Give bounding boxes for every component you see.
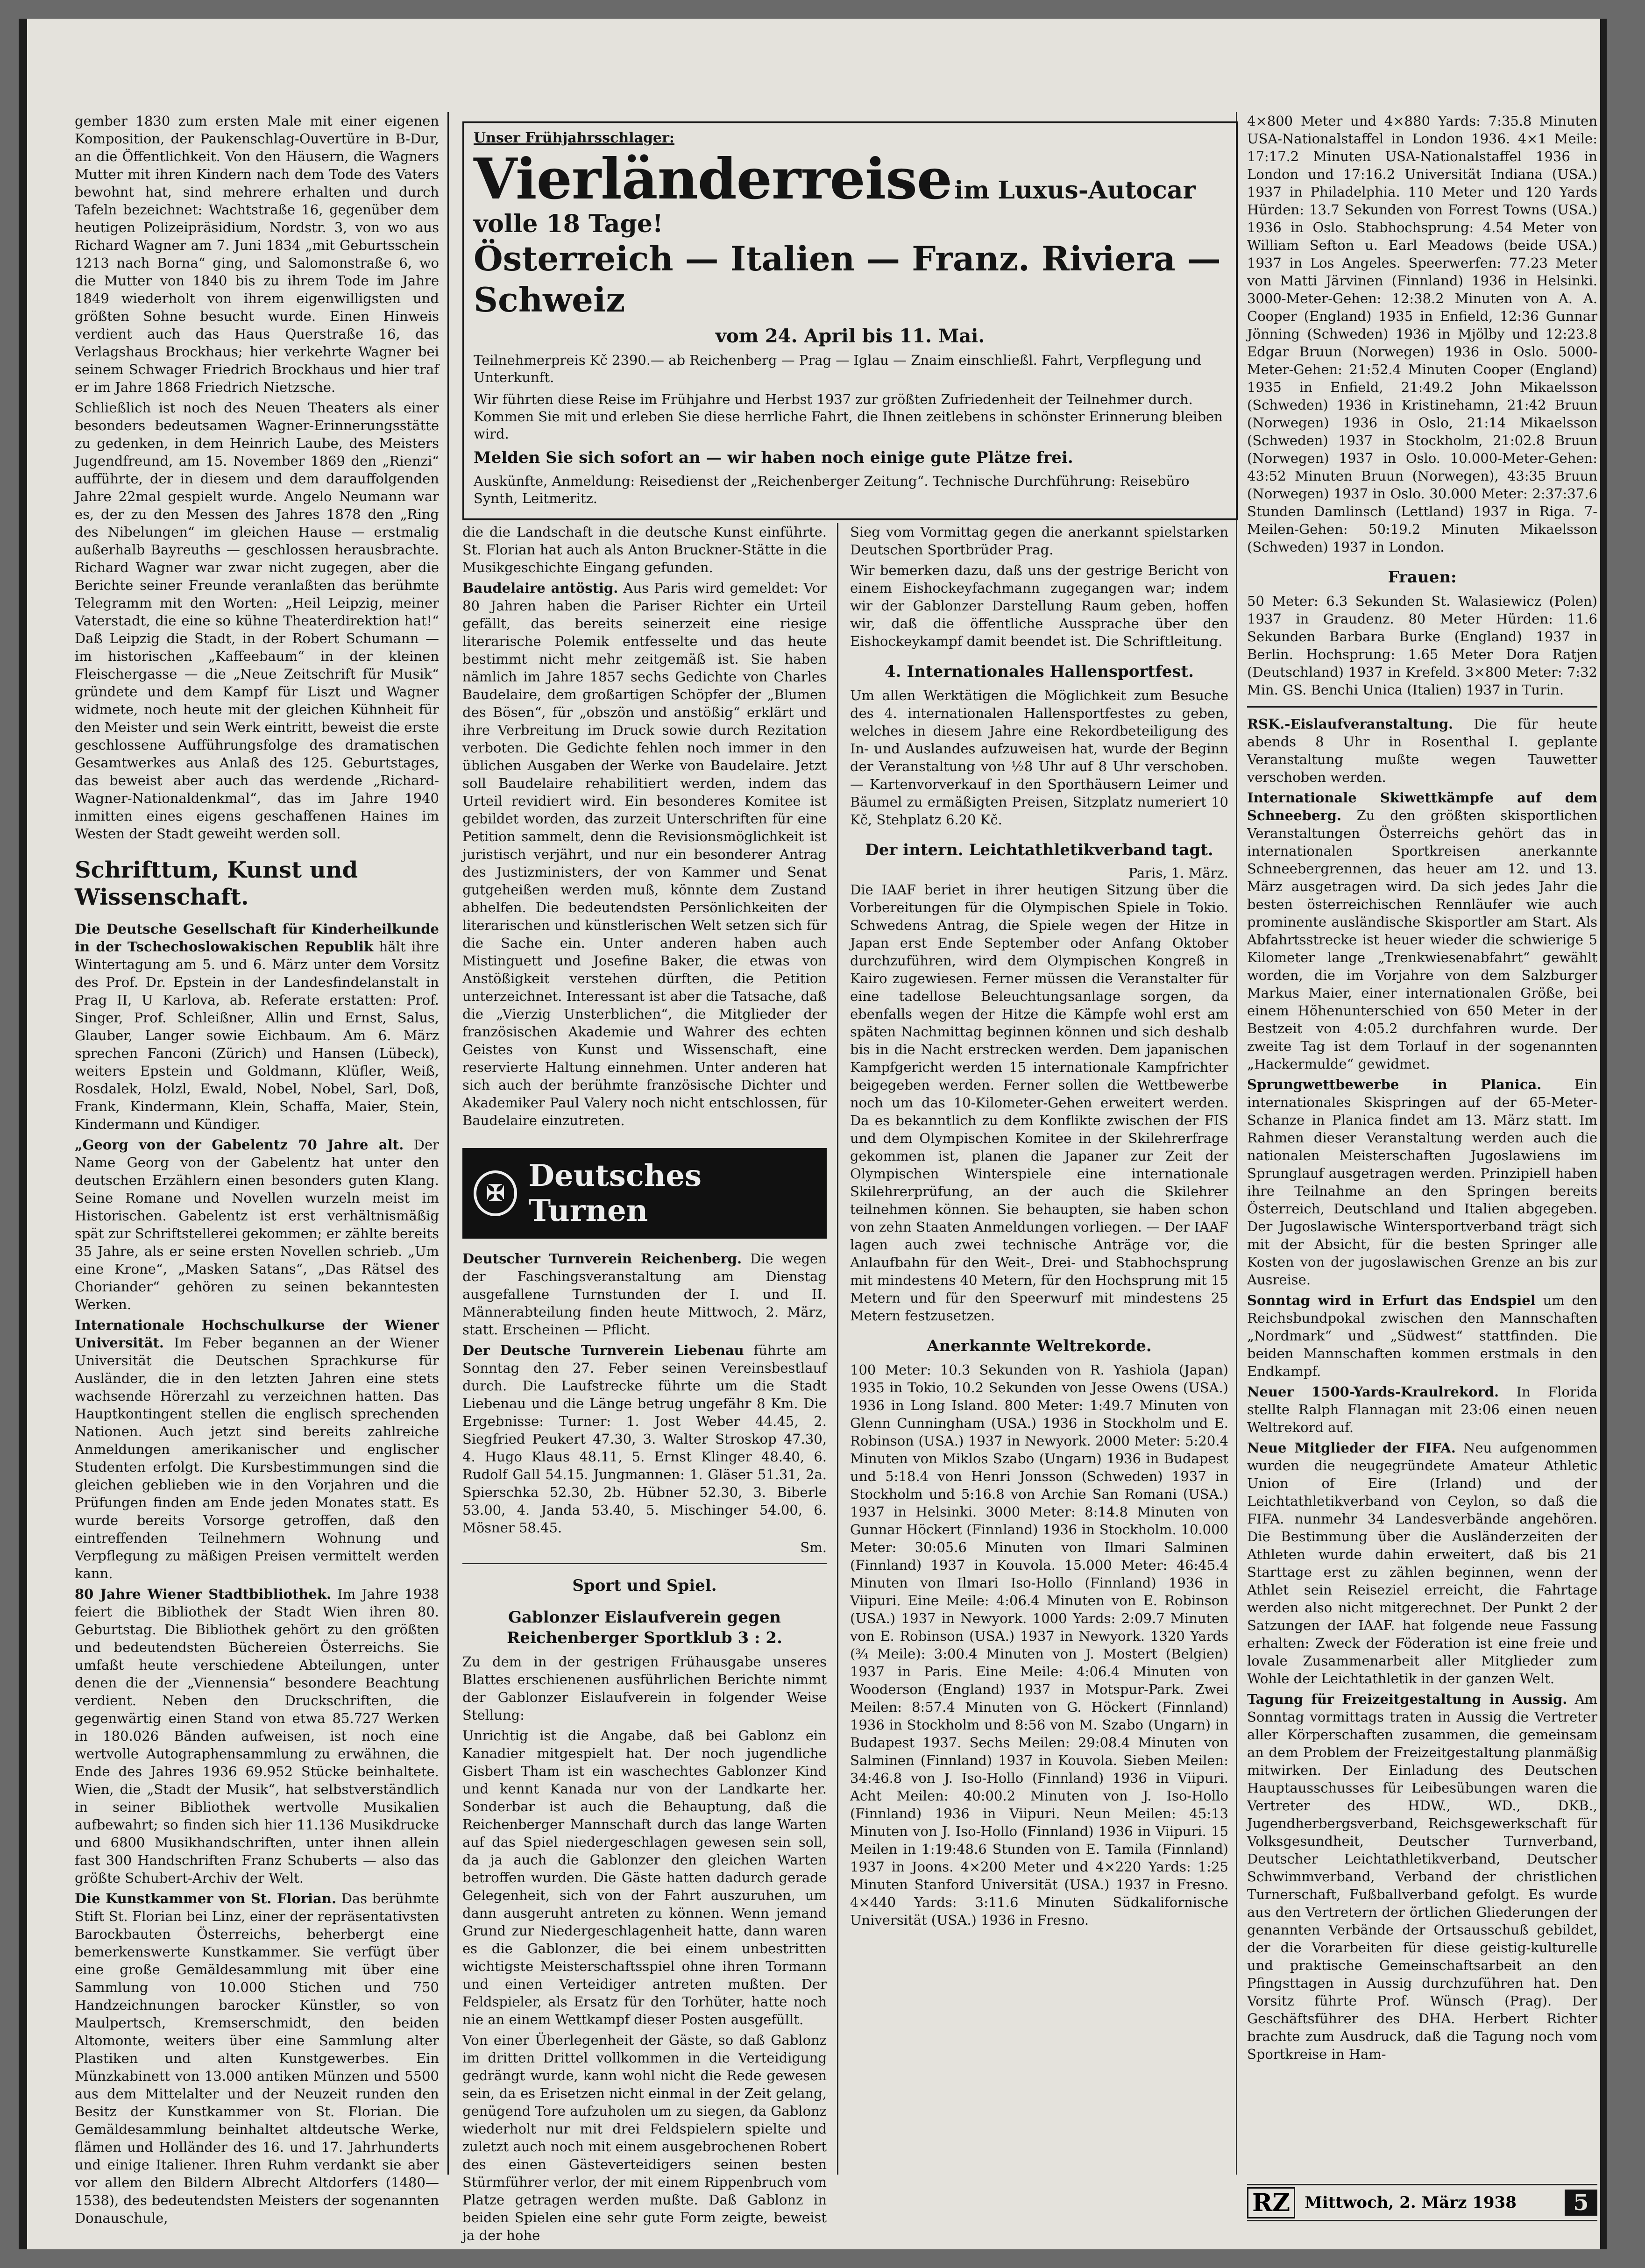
news-item: Internationale Skiwettkämpfe auf dem Schneeberg. Zu den größten skisportlichen Veranstaltungen Österreichs gehört das in internationalen Sportkreisen anerkannte Schneebergrennen, das heuer am 12. und 13. März ausgetragen wird. Da sich jedes Jahr die besten österreichischen Rennläufer wie auch prominente ausländische Skisportler am Start. Als Abfahrtsstrecke ist heuer wieder die schwierige 5 Kilometer lange „Trenkwiesenabfahrt“ gewählt worden, die im Vorjahre von dem Salzburger Markus Maier, einer internationalen Größe, bei einem Höhenunterschied von 650 Meter in der Bestzeit von 4:05.2 durchfahren wurde. Der zweite Tag ist dem Torlauf in der sogenannten „Hackermulde“ gewidmet. [1247,790,1597,1072]
article-text: Zu dem in der gestrigen Frühausgabe unseres Blattes erschienenen ausführlichen Berichte nimmt der Gablonzer Eislaufverein in folgender Weise Stellung: [462,1654,827,1723]
ad-headline: Vierländerreise im Luxus-Autocar volle 18 Tage! [474,146,1196,238]
news-item: 80 Jahre Wiener Stadtbibliothek. Im Jahre 1938 feiert die Bibliothek der Stadt Wien ihren 80. Geburtstag. Die Bibliothek gehört zu den größten und bedeutendsten Büchereien Österreichs. Sie umfaßt heute verschiedene Abteilungen, unter denen die der „Viennensia“ besondere Beachtung verdient. Neben den Druckschriften, die gegenwärtig einen Stand von etwa 85.727 Werken in 180.026 Bänden aufweisen, ist noch eine wertvolle Autographensammlung zu erwähnen, die Ende des Jahres 1936 69.952 Stücke beinhaltete. Wien, die „Stadt der Musik“, hat selbstverständlich in seiner Bibliothek wertvolle Musikalien aufbewahrt; so finden sich hier 11.136 Musikdrucke und 6800 Musikhandschriften, unter ihnen allein fast 300 Handschriften Franz Schuberts — also das größte Schubert-Archiv der Welt. [75,1586,440,1886]
ad-kicker: Unser Frühjahrsschlager: [474,130,674,146]
records-list: 100 Meter: 10.3 Sekunden von R. Yashiola (Japan) 1935 in Tokio, 10.2 Sekunden von Jesse Owens (USA.) 1936 in Long Island. 800 Meter: 1:49.7 Minuten von Glenn Cunningham (USA.) 1936 in Stockholm und E. Robinson (USA.) 1937 in Newyork. 2000 Meter: 5:20.4 Minuten von Miklos Szabo (Ungarn) 1936 in Budapest und 5:18.4 von Henri Jonsson (Schweden) 1937 in Stockholm und 5:16.8 von Archie San Romani (USA.) 1937 in Helsinki. 3000 Meter: 8:14.8 Minuten von Gunnar Höckert (Finnland) 1936 in Stockholm. 10.000 Meter: 30:05.6 Minuten von Ilmari Salminen (Finnland) 1937 in Kouvola. 15.000 Meter: 46:45.4 Minuten von Ilmari Iso-Hollo (Finnland) 1936 in Viipuri. Eine Meile: 4:06.4 Minuten von E. Robinson (USA.) 1937 in Newyork. 1000 Yards: 2:09.7 Minuten von E. Robinson (USA.) 1937 in Newyork. 1320 Yards (¾ Meile): 3:00.4 Minuten von J. Mostert (Belgien) 1937 in Paris. Eine Meile: 4:06.4 Minuten von Wooderson (England) 1937 in Motspur-Park. Zwei Meilen: 8:57.4 Minuten von G. Höckert (Finnland) 1936 in Stockholm und 8:56 von M. Szabo (Ungarn) in Budapest 1937. Sechs Meilen: 29:08.4 Minuten von Salminen (Finnland) 1937 in Kouvola. Sieben Meilen: 34:46.8 von J. Iso-Hollo (Finnland) 1936 in Viipuri. Acht Meilen: 40:00.2 Minuten von J. Iso-Hollo (Finnland) 1936 in Viipuri. Neun Meilen: 45:13 Minuten von J. Iso-Hollo (Finnland) 1936 in Viipuri. 15 Meilen in 1:19:48.6 Stunden von E. Tamila (Finnland) 1937 in Joons. 4×200 Meter und 4×220 Yards: 1:25 Minuten Stanford Universität (USA.) 1937 in Fresno. 4×440 Yards: 3:11.6 Minuten Südkalifornische Universität (USA.) 1936 in Fresno. [850,1362,1228,1928]
page-footer [1247,2184,1597,2221]
dateline: Paris, 1. März. [1128,865,1228,881]
subheading: Frauen: [1388,568,1457,587]
turnen-banner: ✠ Deutsches Turnen [462,1148,827,1239]
newspaper-logo: RZ [1247,2187,1295,2218]
news-item: Baudelaire antöstig. Aus Paris wird gemeldet: Vor 80 Jahren haben die Pariser Richter ein Urteil gefällt, das bereits seinerzeit eine riesige literarische Polemik entfesselte und das heute bestimmt nicht mehr zeitgemäß ist. Sie haben nämlich im Jahre 1857 sechs Gedichte von Charles Baudelaire, dem großartigen Schöpfer der „Blumen des Bösen“, für „obszön und anstößig“ erklärt und ihre Verbreitung im Druck sowie durch Rezitation verboten. Die Gedichte fehlen noch immer in den üblichen Ausgaben der Werke von Baudelaire. Jetzt soll Baudelaire rehabilitiert werden, indem das Urteil revidiert wird. Ein besonderes Komitee ist gebildet worden, das zurzeit Unterschriften für eine Petition sammelt, denn die Revisionsmöglichkeit ist juristisch verjährt, und nur ein besonderer Antrag des Justizministers, der von Kammer und Senat gutgeheißen werden muß, könnte dem Zustand abhelfen. Die bedeutendsten Persönlichkeiten der literarischen und künstlerischen Welt setzen sich für die Sache ein. Unter anderen haben auch Mistinguett und Josefine Baker, die etwas von Anstößigkeit verstehen dürften, die Petition unterzeichnet. Interessant ist aber die Tatsache, daß die „Vierzig Unsterblichen“, die Mitglieder der französischen Akademie und Wahrer des echten Geistes von Kunst und Wissenschaft, eine reservierte Haltung einnehmen. Unter anderen hat sich auch der berühmte französische Dichter und Akademiker Paul Valery noch nicht entschlossen, für Baudelaire einzutreten. [462,580,827,1128]
ad-dates: vom 24. April bis 11. Mai. [715,325,985,347]
scan-edge-left [19,19,27,2249]
ad-call-to-action: Melden Sie sich sofort an — wir haben noch einige gute Plätze frei. [474,448,1073,467]
column-2 [462,523,827,2243]
article-headline: Anerkannte Weltrekorde. [927,1337,1152,1355]
article-text: die die Landschaft in die deutsche Kunst einführte. St. Florian hat auch als Anton Bruckner-Stätte in die Musikgeschichte Eingang gefunden. [462,524,827,575]
column-3 [850,523,1228,2184]
article-text: Sieg vom Vormittag gegen die anerkannt spielstarken Deutschen Sportbrüder Prag. [850,524,1228,558]
column-rule [837,523,838,2175]
turner-cross-icon: ✠ [474,1170,517,1216]
article-text: gember 1830 zum ersten Male mit einer eigenen Komposition, der Paukenschlag-Ouvertüre in B-Dur, an die Öffentlichkeit. Von den Häusern, die Wagners Mutter mit ihren Kindern nach dem Tode des Vaters bewohnt hat, sind mehrere erhalten und durch Tafeln bezeichnet: Wachtstraße 16, gegenüber dem heutigen Polizeipräsidium, Nordstr. 3, von wo aus Richard Wagner am 7. Juni 1834 „mit Geburtsschein 1213 nach Borna“ ging, und Salomonstraße 6, wo die Mutter von 1840 bis zu ihrem Tode im Jahre 1849 wiederholt von ihrem eigenwilligsten und größten Sohne besucht wurde. Einen Hinweis verdient auch das Haus Querstraße 16, das Verlagshaus Brockhaus; hier verkehrte Wagner bei seinem Schwager Friedrich Brockhaus und hier traf er im Jahre 1868 Friedrich Nietzsche. [75,113,439,395]
news-item: Sonntag wird in Erfurt das Endspiel um den Reichsbundpokal zwischen den Mannschaften „Nordmark“ und „Südwest“ stattfinden. Die beiden Mannschaften kommen erstmals in den Endkampf. [1247,1292,1597,1379]
news-item: Deutscher Turnverein Reichenberg. Die wegen der Faschingsveranstaltung am Dienstag ausgefallene Turnstunden der I. und II. Männerabteilung finden heute Mittwoch, 2. März, statt. Erscheinen — Pflicht. [462,1251,827,1338]
divider [462,1563,827,1564]
column-rule [447,112,449,2175]
article-headline: 4. Internationales Hallensportfest. [884,662,1194,681]
news-item: Neuer 1500-Yards-Kraulrekord. In Florida stellte Ralph Flannagan mit 23:06 einen neuen Weltrekord auf. [1247,1384,1597,1435]
article-text: Von einer Überlegenheit der Gäste, so daß Gablonz im dritten Drittel vollkommen in die Verteidigung gedrängt wurde, kann wohl nicht die Rede gewesen sein, da es Erisetzen nicht einmal in der Zeit gelang, genügend Tore aufzuholen um zu siegen, da Gablonz wiederholt nur mit drei Feldspielern spielte und zuletzt auch noch mit einem ausgebrochenen Robert des einen Gästeverteidigers seinen besten Stürmführer verlor, der mit einem Rippenbruch vom Platze getragen werden mußte. Daß Gablonz in beiden Spielen eine sehr gute Form zeigte, beweist ja der hohe [462,2032,827,2243]
ad-box [462,121,1238,520]
news-item: Die Kunstkammer von St. Florian. Das berühmte Stift St. Florian bei Linz, einer der repräsentativsten Barockbauten Österreichs, beherbergt eine bemerkenswerte Kunstkammer. Sie verfügt über eine große Gemäldesammlung mit über eine Sammlung von 10.000 Stichen und 750 Handzeichnungen barocker Künstler, so von Maulpertsch, Kremserschmidt, den beiden Altomonte, weiters über eine Sammlung alter Plastiken und alten Kunstgewerbes. Ein Münzkabinett von 13.000 antiken Münzen und 5500 aus dem Mittelalter und der Neuzeit runden den Besitz der Kunstkammer von St. Florian. Die Gemäldesammlung beinhaltet altdeutsche Werke, flämen und Holländer des 16. und 17. Jahrhunderts und einige Italiener. Ihren Ruhm verdankt sie aber vor allem den Bildern Albrecht Altdorfers (1480—1538), des bedeutendsten Meisters der sogenannten Donauschule, [75,1891,440,2226]
article-text: Schließlich ist noch des Neuen Theaters als einer besonders bedeutsamen Wagner-Erinnerungsstätte zu gedenken, in dem Heinrich Laube, des Meisters Jugendfreund, am 15. November 1869 den „Rienzi“ aufführte, der in diesem und dem darauffolgenden Jahre 22mal gespielt wurde. Angelo Neumann war es, der zu den Messen des Jahres 1878 den „Ring des Nibelungen“ im gleichen Hause — erstmalig außerhalb Bayreuths — geschlossen herausbrachte. Richard Wagner war zwar nicht zugegen, aber die Berichte seiner Freunde veranlaßten das berühmte Telegramm mit den Worten: „Heil Leipzig, meiner Vaterstadt, die eine so kühne Theaterdirektion hat!“ Daß Leipzig die Stadt, in der Robert Schumann — im historischen „Kaffeebaum“ in der kleinen Fleischergasse — die „Neue Zeitschrift für Musik“ gründete und dem Kampf für Liszt und Wagner widmete, noch heute mit der gleichen Kühnheit für den Meister und sein Werk eintritt, beweist die erste geschlossene Aufführungsfolge des dramatischen Gesamtwerkes aus Anlaß des 125. Geburtstages, das beweist aber auch das werdende „Richard-Wagner-Nationaldenkmal“, das im Jahre 1940 inmitten eines eigens geschaffenen Haines im Westen der Stadt geweiht werden soll. [75,400,439,842]
article-text: Die IAAF beriet in ihrer heutigen Sitzung über die Vorbereitungen für die Olympischen Spiele in Tokio. Schwedens Antrag, die Spiele wegen der Hitze in Japan erst Ende September oder Anfang Oktober durchzuführen, wird dem Olympischen Kongreß in Kairo zugewiesen. Ferner müssen die Veranstalter für eine tadellose Beleuchtungsanlage sorgen, da ebenfalls wegen der Hitze die Kämpfe wohl erst am späten Nachmittag beginnen können und sich deshalb bis in die Nacht erstrecken werden. Dem japanischen Kampfgericht werden 15 internationale Kampfrichter beigegeben werden. Ferner sollen die Wettbewerbe noch um das 10-Kilometer-Gehen erweitert werden. Da es bekanntlich zu dem Konflikte zwischen der FIS und dem Olympischen Komitee in der Skilehrerfrage gekommen ist, planen die Japaner zur Zeit der Olympischen Winterspiele eine internationale Skilehrerprüfung, an der auch die Skilehrer teilnehmen können. Sie behaupten, sie haben schon von zehn Staaten Anmeldungen vorliegen. — Der IAAF lagen auch zwei technische Anträge vor, die Anlaufbahn für den Weit-, Drei- und Stabhochsprung mit mindestens 40 Metern, für den Hochsprung mit 15 Metern und für den Speerwurf mit mindestens 25 Metern festzusetzen. [850,882,1228,1324]
ad-body: Wir führten diese Reise im Frühjahre und Herbst 1937 zur größten Zufriedenheit der Teilnehmer durch. Kommen Sie mit und erleben Sie diese herrliche Fahrt, die Ihnen zeitlebens in schönster Erinnerung bleiben wird. [474,391,1223,442]
news-item: RSK.-Eislaufveranstaltung. Die für heute abends 8 Uhr in Rosenthal I. geplante Veranstaltung mußte wegen Tauwetter verschoben werden. [1247,716,1598,785]
news-item: Der Deutsche Turnverein Liebenau führte am Sonntag den 27. Feber seinen Vereinsbestlauf durch. Die Laufstrecke führte um die Stadt Liebenau und die Länge betrug ungefähr 8 Km. Die Ergebnisse: Turner: 1. Jost Weber 44.45, 2. Siegfried Peukert 47.30, 3. Walter Stroskop 47.30, 4. Hugo Klaus 48.11, 5. Ernst Klinger 48.40, 6. Rudolf Gall 54.15. Jungmannen: 1. Gläser 51.31, 2a. Spierschka 52.30, 2b. Hübner 52.30, 3. Biberle 53.00, 4. Janda 53.40, 5. Mischinger 54.00, 6. Mösner 58.45. [462,1342,827,1536]
ad-price: Teilnehmerpreis Kč 2390.— ab Reichenberg — Prag — Iglau — Znaim einschließl. Fahrt, Verpflegung und Unterkunft. [474,352,1202,385]
news-item: „Georg von der Gabelentz 70 Jahre alt. Der Name Georg von der Gabelentz hat unter den deutschen Erzählern einen besonders guten Klang. Seine Romane und Novellen wurzeln meist im Historischen. Gabelentz ist erst verhältnismäßig spät zur Schriftstellerei gekommen; er zählte bereits 35 Jahre, als er seine ersten Novellen schrieb. „Um eine Krone“, „Masken Satans“, „Das Rätsel des Choriander“ gehören zu seinen bekanntesten Werken. [75,1137,439,1312]
article-headline: Der intern. Leichtathletikverband tagt. [865,841,1213,859]
signature: Sm. [800,1539,827,1555]
ad-contact: Auskünfte, Anmeldung: Reisedienst der „Reichenberger Zeitung“. Technische Durchführung: Reisebüro Synth, Leitmeritz. [474,473,1190,506]
scan-edge-right [1600,19,1607,2249]
records-list: 50 Meter: 6.3 Sekunden St. Walasiewicz (Polen) 1937 in Graudenz. 80 Meter Hürden: 11.6 Sekunden Barbara Burke (England) 1937 in Berlin. Hochsprung: 1.65 Meter Dora Ratjen (Deutschland) 1937 in Krefeld. 3×800 Meter: 7:32 Min. GS. Benchi Unica (Italien) 1937 in Turin. [1247,593,1597,698]
article-text: Unrichtig ist die Angabe, daß bei Gablonz ein Kanadier mitgespielt hat. Der noch jugendliche Gisbert Tham ist ein waschechtes Gablonzer Kind und kennt Kanada nur von der Landkarte her. Sonderbar ist auch die Behauptung, daß die Reichenberger Mannschaft durch das lange Warten auf das Spiel niedergeschlagen gewesen sein soll, da ja auch die Gablonzer den gleichen Warten betroffen wurden. Die Gäste hatten dadurch gerade Gelegenheit, sich von der Fahrt auszuruhen, um dann ausgeruht antreten zu können. Wenn jemand Grund zur Niedergeschlagenheit hatte, dann waren es die Gablonzer, die bei einem unbestritten wichtigste Meisterschaftsspiel ohne ihren Tormann und einen Verteidiger antreten mußten. Der Feldspieler, als Ersatz für den Torhüter, hatte noch nie an einem Wettkampf dieser Posten ausgefüllt. [462,1728,827,2027]
travel-advertisement [462,112,1238,514]
divider [1247,706,1597,708]
column-1 [75,112,440,2226]
records-list: 4×800 Meter und 4×880 Yards: 7:35.8 Minuten USA-Nationalstaffel in London 1936. 4×1 Meile: 17:17.2 Minuten USA-Nationalstaffel 1936 in London und 17:16.2 Universität Indiana (USA.) 1937 in Philadelphia. 110 Meter und 120 Yards Hürden: 13.7 Sekunden von Forrest Towns (USA.) 1936 in Oslo. Stabhochsprung: 4.54 Meter von William Sefton u. Earl Meadows (beide USA.) 1937 in Los Angeles. Speerwerfen: 77.23 Meter von Matti Järvinen (Finnland) 1936 in Helsinki. 3000-Meter-Gehen: 12:38.2 Minuten von A. A. Cooper (England) 1935 in Enfield, 12:36 Gunnar Jönning (Schweden) 1936 in Mjölby und 12:23.8 Edgar Bruun (Norwegen) 1936 in Oslo. 5000-Meter-Gehen: 21:52.4 Minuten Cooper (England) 1935 in Enfield, 21:49.2 John Mikaelsson (Schweden) 1936 in Kristinehamn, 21:42 Bruun (Norwegen) 1936 in Oslo, 21:14 Mikaelsson (Schweden) 1937 in Stockholm, 21:02.8 Bruun (Norwegen) 1937 in Oslo. 10.000-Meter-Gehen: 43:52 Minuten Bruun (Norwegen), 43:35 Bruun (Norwegen) 1937 in Oslo. 30.000 Meter: 2:37:37.6 Stunden Damlinsch (Lettland) 1937 in Riga. 7-Meilen-Gehen: 50:19.2 Minuten Mikaelsson (Schweden) 1937 in London. [1247,113,1597,555]
news-item: Tagung für Freizeitgestaltung in Aussig. Am Sonntag vormittags traten in Aussig die Vertreter aller Körperschaften zusammen, die gemeinsam an dem Problem der Freizeitgestaltung planmäßig mitwirken. Der Einladung des Deutschen Hauptausschusses für Leibesübungen waren die Vertreter des HDW., WD., DKB., Jugendherbergsverband, Reichsgewerkschaft für Volksgesundheit, Deutscher Turnverband, Deutscher Leichtathletikverband, Deutscher Schwimmverband, Verband der christlichen Turnerschaft, Fußballverband gefolgt. Es wurde aus den Vertretern der örtlichen Gliederungen der genannten Verbände der Ortsausschuß gebildet, der die Vorarbeiten für diese geistig-kulturelle und praktische Gemeinschaftsarbeit an den Pfingsttagen in Aussig durchzuführen hat. Den Vorsitz führte Prof. Wünsch (Prag). Der Geschäftsführer des DHA. Herbert Richter brachte zum Ausdruck, daß die Tagung noch vom Sportkreise in Ham- [1247,1691,1598,2062]
article-text: Um allen Werktätigen die Möglichkeit zum Besuche des 4. internationalen Hallensportfestes zu geben, welches in diesem Jahre eine Rekordbeteiligung des In- und Auslandes aufzuweisen hat, wurde der Beginn der Veranstaltung von ½8 Uhr auf 8 Uhr verschoben. — Kartenvorverkauf in den Sporthäusern Leimer und Bäumel zu ermäßigten Preisen, Sitzplatz numeriert 10 Kč, Stehplatz 6.20 Kč. [850,687,1228,828]
article-headline: Gablonzer Eislaufverein gegen Reichenberger Sportklub 3 : 2. [507,1608,782,1647]
section-title: Schrifttum, Kunst und Wissenschaft. [75,857,358,910]
column-4 [1247,112,1597,2184]
newspaper-page [19,19,1607,2249]
news-item: Neue Mitglieder der FIFA. Neu aufgenommen wurden die neugegründete Amateur Athletic Union of Eire (Irland) und der Leichtathletikverband von Ceylon, so daß die FIFA. nunmehr 34 Landesverbände angehören. Die Bestimmung über die Ausländerzeiten der Athleten wurde dahin erweitert, daß bis 21 Starttage erst zu zählen beginnen, wenn der Athlet sein Reiseziel erreicht, die Fahrtage werden also nicht mitgerechnet. Der Punkt 2 der Satzungen der IAAF. hat folgende neue Fassung erhalten: Zweck der Föderation ist eine freie und lovale Zusammenarbeit aller Mitglieder zum Wohle der Leichtathletik in der ganzen Welt. [1247,1440,1597,1687]
ad-countries: Österreich — Italien — Franz. Riviera — Schweiz [474,239,1221,319]
news-item: Sprungwettbewerbe in Planica. Ein internationales Skispringen auf der 65-Meter-Schanze in Planica findet am 13. März statt. Im Rahmen dieser Veranstaltung werden auch die nationalen Meisterschaften Jugoslawiens im Sprunglauf ausgetragen werden. Prinzipiell haben ihre Teilnahme an den Springen bereits Österreich, Deutschland und Italien abgegeben. Der Jugoslawische Wintersportverband trägt sich mit der Absicht, für die besten Springer alle Kosten von der jugoslawischen Grenze an bis zur Ausreise. [1247,1077,1597,1288]
news-item: Internationale Hochschulkurse der Wiener Universität. Im Feber begannen an der Wiener Universität die Deutschen Sprachkurse für Ausländer, die in den letzten Jahren eine stets wachsende Hörerzahl zu verzeichnen hatten. Das Hauptkontingent stellen die englisch sprechenden Nationen. Auch jetzt sind bereits zahlreiche Anmeldungen amerikanischer und englischer Studenten erfolgt. Die Kursbestimmungen sind die gleichen geblieben wie in den Vorjahren und die Prüfungen finden am Ende jeden Monates statt. Es wurde bereits Vorsorge getroffen, daß den eintreffenden Teilnehmern Wohnung und Verpflegung zu mäßigen Preisen vermittelt werden kann. [75,1317,439,1581]
section-title: Sport und Spiel. [572,1576,717,1595]
news-item: Die Deutsche Gesellschaft für Kinderheilkunde in der Tschechoslowakischen Republik hält ihre Wintertagung am 5. und 6. März unter dem Vorsitz des Prof. Dr. Epstein in der Landesfindelanstalt in Prag II, U Karlova, ab. Referate erstatten: Prof. Singer, Prof. Schleißner, Allin und Ernst, Salus, Glauber, Langer sowie Eichbaum. Am 6. März sprechen Fanconi (Zürich) und Hansen (Lübeck), weiters Epstein und Goldmann, Klüfler, Weiß, Rosdalek, Holzl, Ewald, Nobel, Nobel, Sarl, Doß, Frank, Kindermann, Klein, Schaffa, Maier, Stein, Kindermann und Kündiger. [75,921,440,1132]
article-text: Wir bemerken dazu, daß uns der gestrige Bericht von einem Eishockeyfachmann zugegangen war; indem wir der Gablonzer Darstellung Raum geben, hoffen wir, daß die öffentliche Aussprache über den Eishockeykampf damit beendet ist. Die Schriftleitung. [850,562,1228,649]
issue-date: Mittwoch, 2. März 1938 [1305,2193,1517,2212]
page-number: 5 [1565,2190,1597,2216]
